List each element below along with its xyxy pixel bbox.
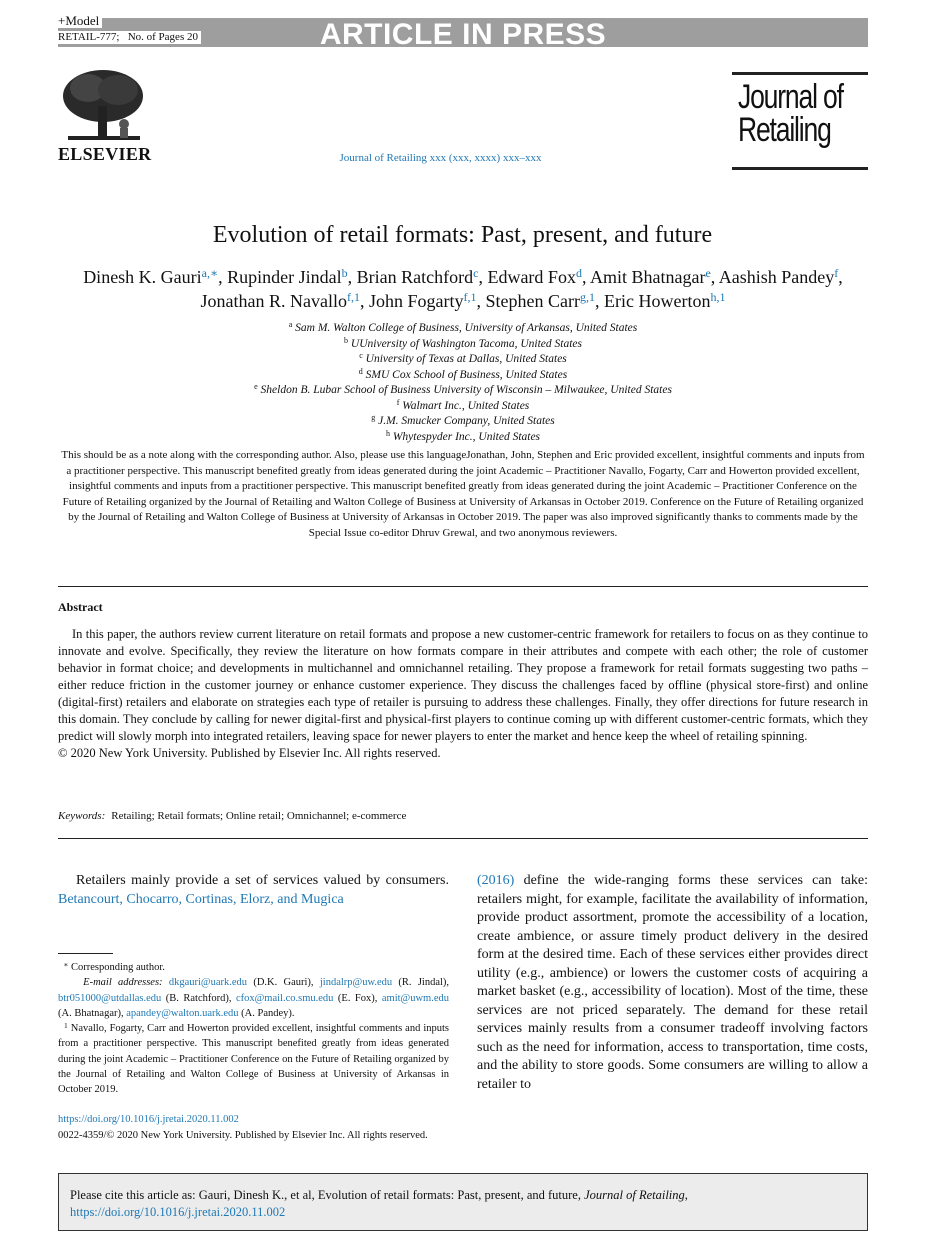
email-link[interactable]: dkgauri@uark.edu	[168, 977, 248, 989]
author-sup[interactable]: f,1	[463, 290, 477, 304]
author: Aashish Pandey$^f$,	[718, 266, 843, 287]
abstract-copyright: © 2020 New York University. Published by Elsevier Inc. All rights reserved.	[58, 746, 441, 760]
email-link[interactable]: jindalrp@uw.edu	[319, 977, 393, 989]
model-label: +Model	[58, 14, 102, 28]
author-list	[58, 265, 868, 313]
author-sup[interactable]: c	[473, 266, 479, 280]
author-sup[interactable]: e	[705, 266, 711, 280]
body-paragraph: (2016) define the wide-ranging forms these services can take: retailers might, for example, facilitate the availability of information, provide product assortment, promote the accessibility of a location, create ambience, or assure timely product delivery in the desired form at the desired time. Each of these services either provides direct utility (e.g., ambience) or lowers the customer costs of acquiring a market basket (e.g., accessibility of location). Most of the time, these services are not priced separately. The demand for these retail services mainly results from a consumer tradeoff involving factors such as the need for information, access to transportation, time costs, and the ability to store goods. Some consumers are willing to allow a retailer to	[477, 873, 868, 1092]
author: Edward Fox$^d$,	[487, 266, 590, 287]
author-sup[interactable]: d	[575, 266, 582, 280]
footnote-emails: E-mail addresses: dkgauri@uark.edu (D.K. Gauri), jindalrp@uw.edu (R. Jindal), btr051000@utdallas.edu (B. Ratchford), cfox@mail.co.smu.edu (E. Fox), amit@uwm.edu (A. Bhatnagar), apandey@walton.uark.edu (A. Pandey).	[58, 977, 450, 1019]
author: Dinesh K. Gauri$^{a,∗}$,	[83, 266, 228, 287]
body-column-left	[58, 872, 449, 909]
page-count: No. of Pages 20	[127, 31, 198, 43]
citation-text: Please cite this article as: Gauri, Dinesh K., et al, Evolution of retail formats: Past, present, and future, Journal of Retailing, https://doi.org/10.1016/j.jretai.2020.11.002	[70, 1188, 688, 1219]
author-sup[interactable]: f,1	[347, 290, 361, 304]
footnote-corresponding: ∗ Corresponding author.	[63, 960, 165, 973]
footnote-divider	[58, 953, 113, 954]
author-sup[interactable]: a,∗	[201, 266, 219, 280]
affiliation: $^g$ J.M. Smucker Company, United States	[371, 413, 555, 427]
journal-logo-line2: Retailing	[738, 111, 831, 149]
affiliation: $^e$ Sheldon B. Lubar School of Business University of Wisconsin – Milwaukee, United States	[254, 382, 672, 396]
author-sup[interactable]: f	[834, 266, 839, 280]
journal-logo-line1: Journal of	[738, 78, 843, 116]
journal-logo-title	[738, 78, 843, 149]
affiliation: $^a$ Sam M. Walton College of Business, University of Arkansas, United States	[288, 320, 638, 334]
retail-id	[58, 31, 201, 44]
citation-link[interactable]: Betancourt, Chocarro, Cortinas, Elorz, and Mugica	[58, 891, 344, 907]
email-link[interactable]: cfox@mail.co.smu.edu	[235, 992, 334, 1004]
email-link[interactable]: amit@uwm.edu	[381, 992, 449, 1004]
retail-id-text: RETAIL-777;	[58, 31, 120, 43]
affiliation: $^h$ Whytespyder Inc., United States	[385, 428, 541, 443]
article-title: Evolution of retail formats: Past, present, and future	[212, 222, 713, 248]
affiliation: $^d$ SMU Cox School of Business, United States	[358, 366, 568, 381]
journal-logo	[732, 72, 868, 170]
keywords-values: Retailing; Retail formats; Online retail; Omnichannel; e-commerce	[111, 810, 407, 822]
author: Amit Bhatnagar$^e$,	[589, 266, 719, 287]
citation-doi-link[interactable]: https://doi.org/10.1016/j.jretai.2020.11.002	[70, 1205, 286, 1219]
body-paragraph: Retailers mainly provide a set of services valued by consumers. Betancourt, Chocarro, Cortinas, Elorz, and Mugica	[58, 873, 449, 907]
abstract-text: In this paper, the authors review current literature on retail formats and propose a new customer-centric framework for retailers to focus on as they continue to innovate and evolve. Specifically, they review the literature on how formats compare in their attributes and compete with each other; the role of customer behavior in format choice; and developments in multichannel and omnichannel retailing. They propose a framework for retail formats suggesting two paths – either reduce friction in the customer journey or enhance customer experience. They discuss the challenges faced by offline (physical store-first) and online (digital-first) retailers and elaborate on strategies each type of retailer is pursuing to address these challenges. Finally, they offer directions for future research in this domain. They conclude by calling for newer digital-first and physical-first players to continue coming up with different customer-centric formats, which they predict will slowly morph into integrated retailers, leaving space for newer players to enter the market and hence keep the wheel of retailing spinning.	[58, 627, 868, 743]
affiliation-list	[58, 321, 868, 445]
author: Jonathan R. Navallo$^{f,1}$,	[200, 290, 370, 311]
doi-link[interactable]: https://doi.org/10.1016/j.jretai.2020.11.002	[58, 1114, 239, 1125]
keywords-label: Keywords:	[58, 810, 106, 822]
affiliation: $^b$ UUniversity of Washington Tacoma, United States	[344, 335, 582, 350]
author-sup[interactable]: h,1	[710, 290, 726, 304]
author: Rupinder Jindal$^b$,	[227, 266, 357, 287]
issn-line: 0022-4359/© 2020 New York University. Published by Elsevier Inc. All rights reserved.	[58, 1130, 428, 1141]
author: John Fogarty$^{f,1}$,	[369, 290, 486, 311]
author-sup[interactable]: g,1	[580, 290, 595, 304]
email-link[interactable]: apandey@walton.uark.edu	[126, 1007, 239, 1019]
keywords	[58, 810, 406, 822]
journal-reference-link[interactable]: Journal of Retailing xxx (xxx, xxxx) xxx–xxx	[339, 152, 542, 164]
author: Eric Howerton$^{h,1}$	[604, 290, 726, 311]
abstract-heading: Abstract	[58, 600, 103, 614]
author: Stephen Carr$^{g,1}$,	[485, 290, 604, 311]
abstract	[58, 626, 868, 762]
affiliation: $^c$ University of Texas at Dallas, United States	[359, 351, 567, 365]
footnote-1: $^1$ Navallo, Fogarty, Carr and Howerton provided excellent, insightful comments and inputs from a practitioner perspective. This manuscript benefited greatly from ideas generated during the joint Academic – Practitioner Conference on the Future of Retailing organized by the Journal of Retailing and Walton College of Business at University of Arkansas in October 2019.	[58, 1021, 449, 1096]
author: Brian Ratchford$^c$,	[356, 266, 488, 287]
footnotes	[58, 960, 449, 1098]
author-note: This should be as a note along with the corresponding author. Also, please use this languageJonathan, John, Stephen and Eric provided excellent, insightful comments and inputs from a practitioner perspective. This manuscript benefited greatly from ideas generated during the joint Academic – Practitioner Navallo, Fogarty, Carr and Howerton provided excellent, insightful comments and inputs from a practitioner perspective. This manuscript benefited greatly from ideas generated during the joint Academic – Practitioner Conference on the Future of Retailing organized by the Journal of Retailing and Walton College of Business at University of Arkansas in October 2019. Conference on the Future of Retailing organized by the Journal of Retailing and Walton College of Business at University of Arkansas in October 2019. The paper was also improved significantly thanks to comments made by the Special Issue co-editor Dhruv Grewal, and two anonymous reviewers.	[61, 449, 865, 539]
elsevier-wordmark: ELSEVIER	[58, 144, 152, 164]
author-sup[interactable]: b	[341, 266, 348, 280]
body-column-right	[477, 872, 868, 1094]
citation-box	[58, 1173, 868, 1231]
affiliation: $^f$ Walmart Inc., United States	[396, 397, 530, 412]
email-link[interactable]: btr051000@utdallas.edu	[58, 992, 162, 1004]
banner-text: ARTICLE IN PRESS	[319, 18, 607, 51]
divider	[58, 838, 868, 839]
divider	[58, 586, 868, 587]
citation-link[interactable]: (2016)	[477, 873, 515, 888]
